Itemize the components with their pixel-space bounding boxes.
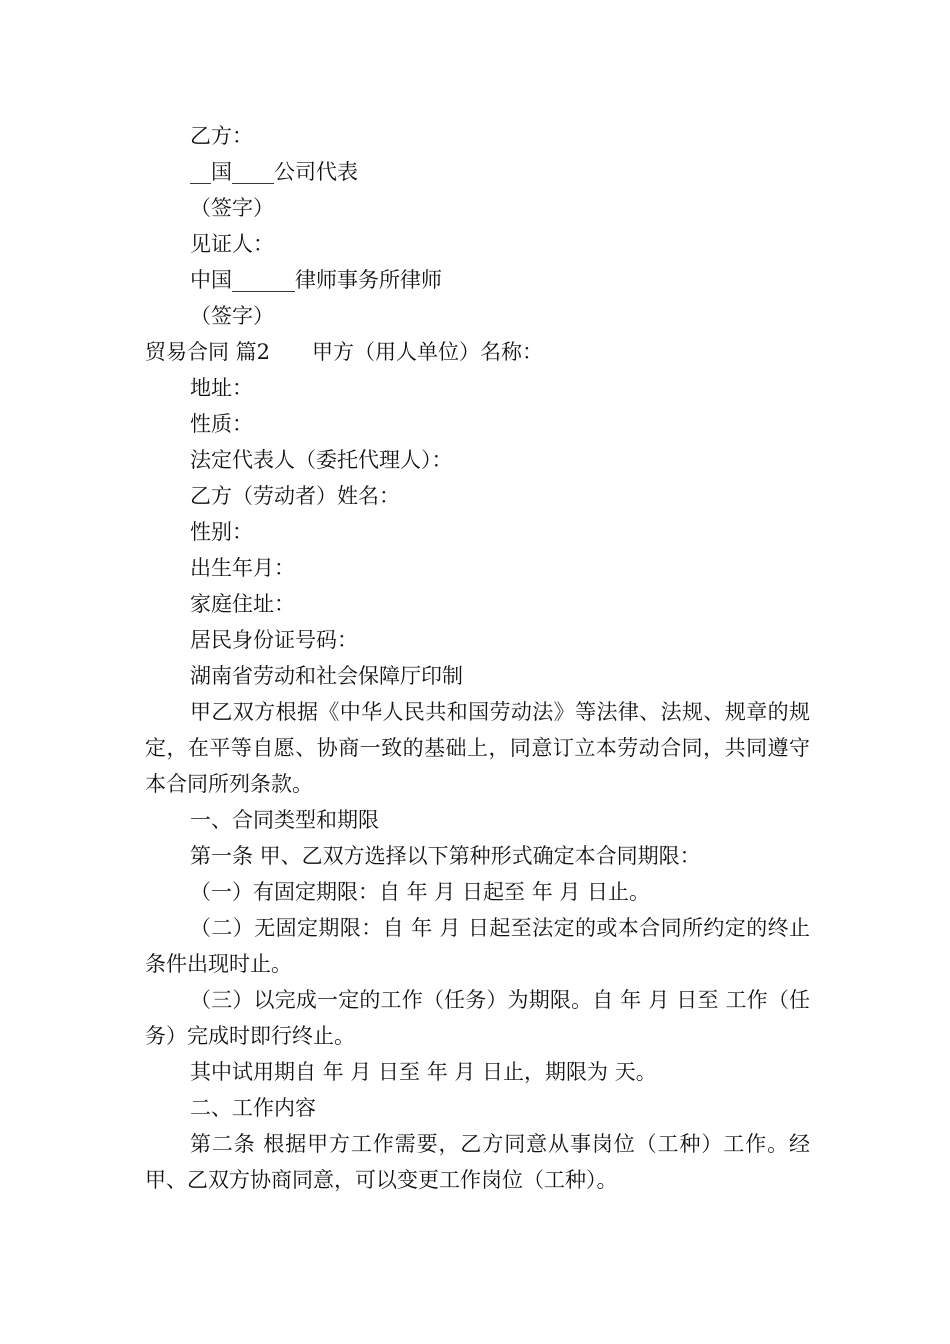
gender-label: 性别： <box>190 520 253 544</box>
company-representative-line: __国____公司代表 <box>190 160 358 184</box>
document-page <box>145 118 810 1198</box>
article-1: 第一条 甲、乙双方选择以下第种形式确定本合同期限： <box>190 844 701 868</box>
id-number-label: 居民身份证号码： <box>190 628 358 652</box>
term-option-2: （二）无固定期限：自 年 月 日起至法定的或本合同所约定的终止条件出现时止。 <box>145 916 810 976</box>
law-firm-line: 中国______律师事务所律师 <box>190 268 442 292</box>
section-2-heading: 二、工作内容 <box>190 1096 316 1120</box>
party-b-label: 乙方： <box>190 124 253 148</box>
legal-representative-label: 法定代表人（委托代理人）： <box>190 448 453 472</box>
preamble-paragraph: 甲乙双方根据《中华人民共和国劳动法》等法律、法规、规章的规定，在平等自愿、协商一致的基础上，同意订立本劳动合同，共同遵守本合同所列条款。 <box>145 700 810 796</box>
signature-note: （签字） <box>190 196 274 220</box>
article-2: 第二条 根据甲方工作需要，乙方同意从事岗位（工种）工作。经甲、乙双方协商同意，可以变更工作岗位（工种）。 <box>145 1132 810 1192</box>
address-label: 地址： <box>190 376 253 400</box>
worker-name-label: 乙方（劳动者）姓名： <box>190 484 400 508</box>
probation-line: 其中试用期自 年 月 日至 年 月 日止，期限为 天。 <box>190 1060 657 1084</box>
term-option-1: （一）有固定期限：自 年 月 日起至 年 月 日止。 <box>190 880 651 904</box>
term-option-3: （三）以完成一定的工作（任务）为期限。自 年 月 日至 工作（任务）完成时即行终止。 <box>145 988 810 1048</box>
section-1-heading: 一、合同类型和期限 <box>190 808 379 832</box>
section-heading-line <box>145 334 810 370</box>
contract-title: 贸易合同 篇2 <box>145 340 271 364</box>
witness-label: 见证人： <box>190 232 274 256</box>
signature-note-2: （签字） <box>190 304 274 328</box>
home-address-label: 家庭住址： <box>190 592 295 616</box>
nature-label: 性质： <box>190 412 253 436</box>
printed-by-line: 湖南省劳动和社会保障厅印制 <box>190 664 463 688</box>
birth-date-label: 出生年月： <box>190 556 295 580</box>
party-a-name-label: 甲方（用人单位）名称： <box>312 340 544 364</box>
